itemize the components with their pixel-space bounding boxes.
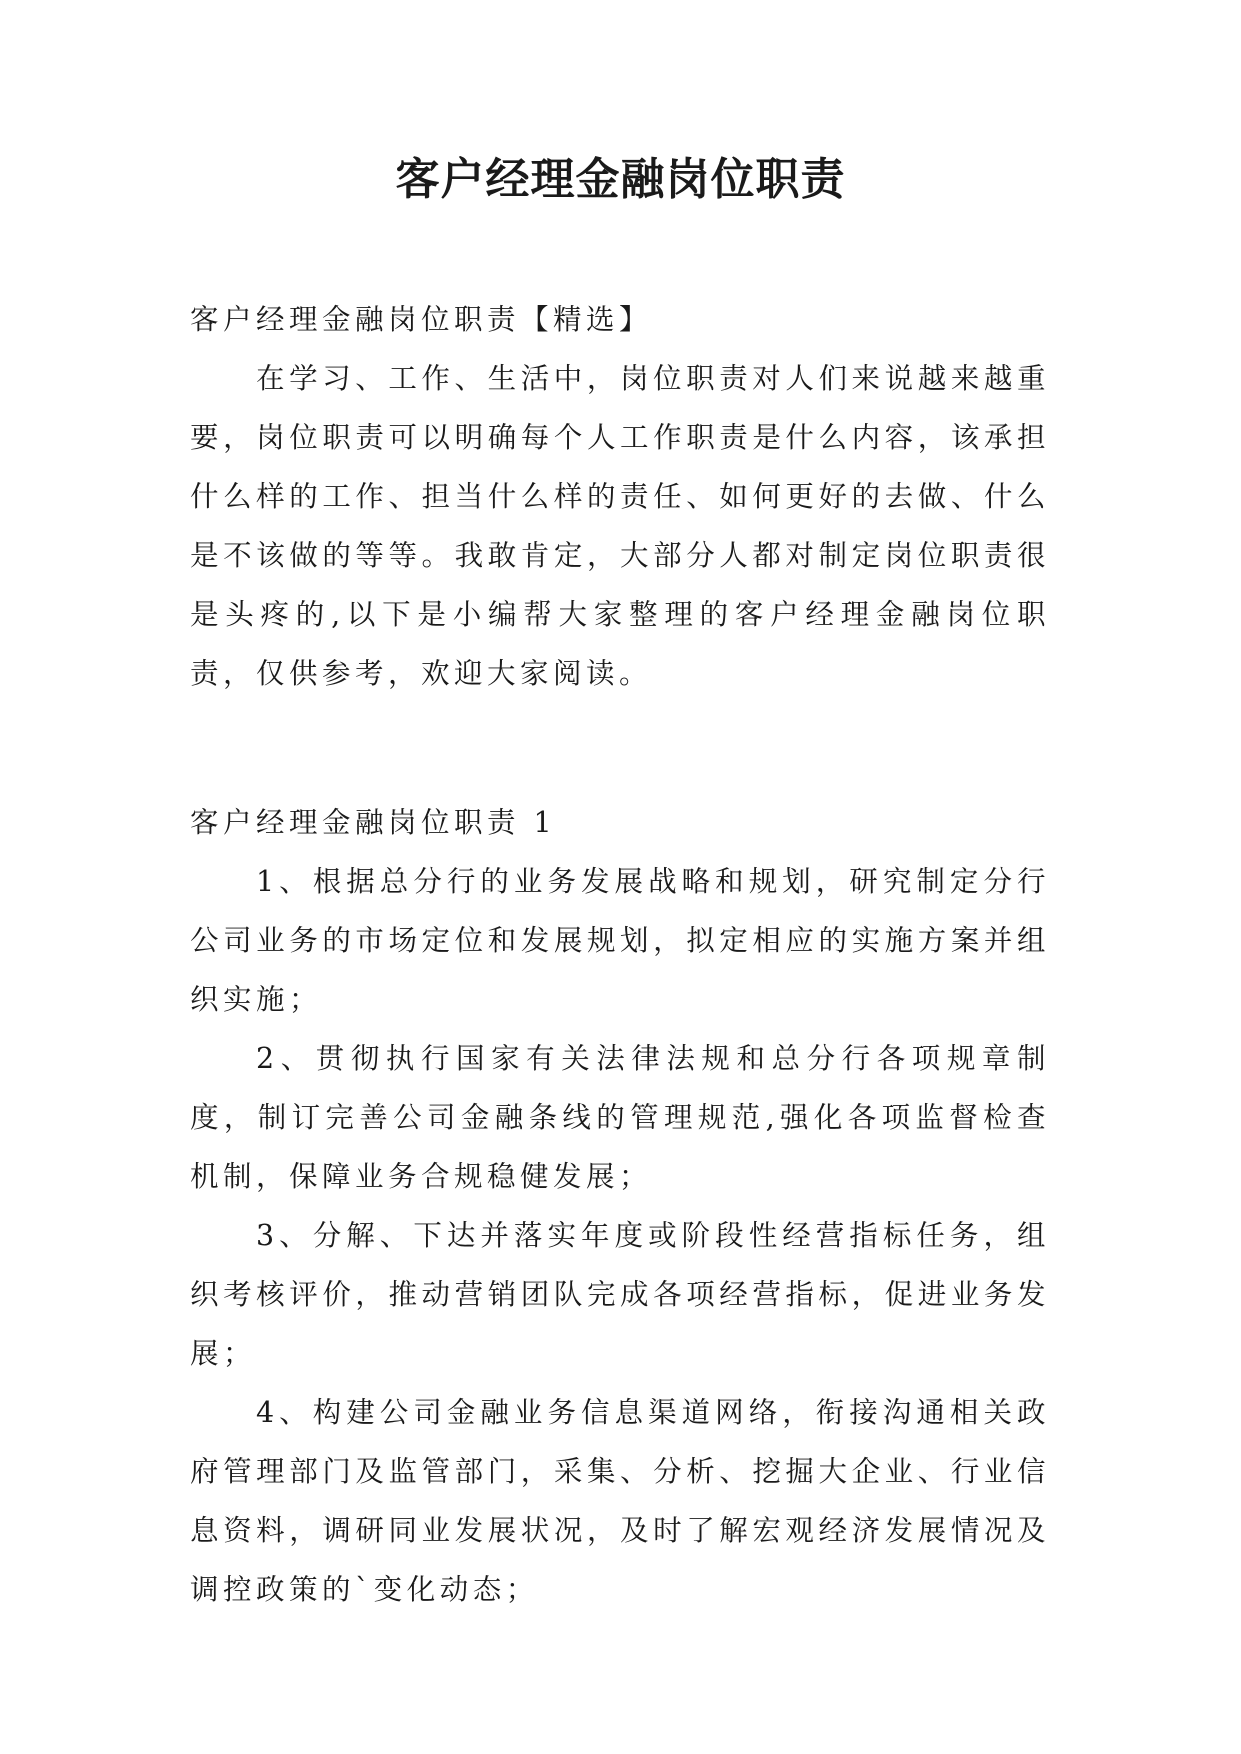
intro-paragraph: 在学习、工作、生活中，岗位职责对人们来说越来越重要，岗位职责可以明确每个人工作职责是什么内容，该承担什么样的工作、担当什么样的责任、如何更好的去做、什么是不该做的等等。我敢肯定，大部分人都对制定岗位职责很是头疼的,以下是小编帮大家整理的客户经理金融岗位职责，仅供参考，欢迎大家阅读。 [190,362,1050,690]
document-subtitle: 客户经理金融岗位职责【精选】 [190,303,653,336]
list-item: 3、分解、下达并落实年度或阶段性经营指标任务，组织考核评价，推动营销团队完成各项经营指标，促进业务发展； [190,1219,1050,1370]
document-title: 客户经理金融岗位职责 [395,154,846,205]
document-body [190,290,1050,1619]
list-item: 1、根据总分行的业务发展战略和规划，研究制定分行公司业务的市场定位和发展规划，拟定相应的实施方案并组织实施； [190,865,1050,1016]
section-heading: 客户经理金融岗位职责 1 [190,806,557,839]
list-item: 2、贯彻执行国家有关法律法规和总分行各项规章制度，制订完善公司金融条线的管理规范,强化各项监督检查机制，保障业务合规稳健发展； [190,1042,1050,1193]
list-item: 4、构建公司金融业务信息渠道网络，衔接沟通相关政府管理部门及监管部门，采集、分析、挖掘大企业、行业信息资料，调研同业发展状况，及时了解宏观经济发展情况及调控政策的`变化动态； [190,1396,1050,1606]
section-spacer [190,703,1050,793]
